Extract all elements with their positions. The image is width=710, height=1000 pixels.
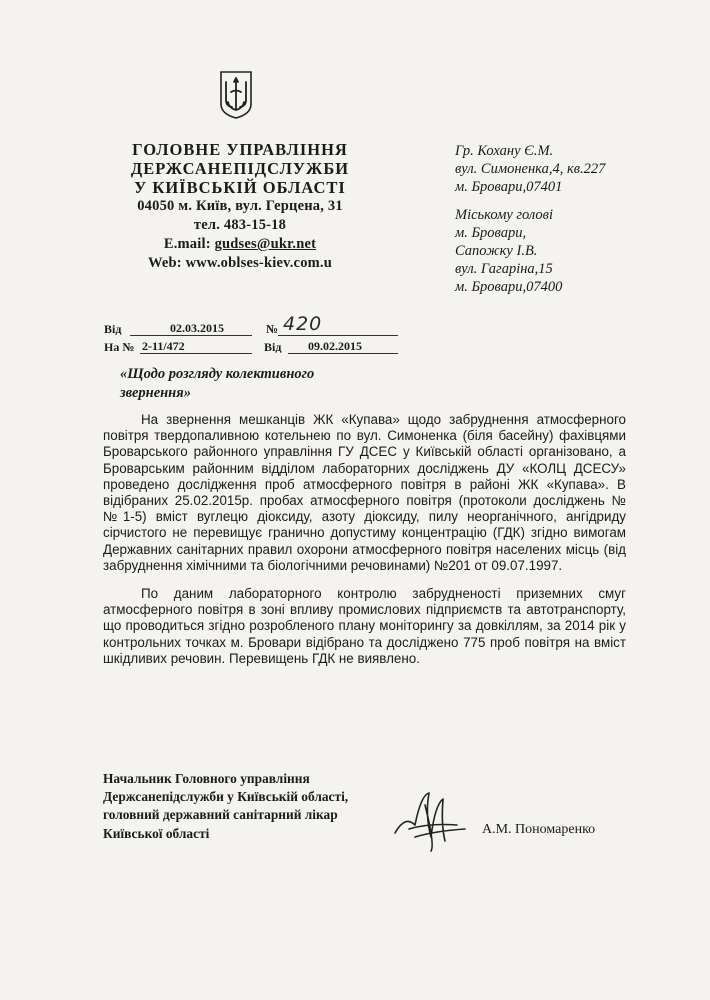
organization-header — [95, 140, 385, 273]
subject-line2: звернення» — [120, 385, 191, 401]
from-date-value: 02.03.2015 — [170, 321, 224, 335]
reply-number-value: 2-11/472 — [142, 339, 185, 353]
letter-body — [103, 412, 626, 667]
org-name-line3: У КИЇВСЬКІЙ ОБЛАСТІ — [134, 178, 346, 197]
org-address: 04050 м. Київ, вул. Герцена, 31 — [137, 198, 343, 214]
letter-subject — [120, 365, 380, 403]
org-website: Web: www.oblses-kiev.com.u — [147, 255, 333, 271]
from-date-label: Від — [104, 322, 122, 336]
addressee-title-2: Міському голові — [455, 207, 554, 223]
doc-number-value: 420 — [283, 313, 323, 335]
handwritten-signature — [385, 785, 475, 855]
body-paragraph-1-text: На звернення мешканців ЖК «Купава» щодо забруднення атмосферного повітря твердопаливною котельнею по вул. Симоненка (біля басейну) фахівцями Броварського районного управління ГУ ДСЕС у Київській області організовано, а Броварським районним відділом лабораторних досліджень ДУ «КОЛЦ ДСЕСУ» проведено дослідження проб атмосферного повітря в районі ЖК «Купава». В відібраних 25.02.2015р. пробах атмосферного повітря (протоколи досліджень №№1-5) вміст вуглецю діоксиду, азоту діоксиду, пилу неорганічного, ангідриду сірчистого не перевищує гранично допустиму концентрацію (ГДК) згідно вимогам Державних санітарних правил охорони атмосферного повітря населених місць (від забруднення хімічними та біологічними речовинами) №201 от 09.07.1997. — [103, 412, 626, 573]
reply-number-label: На № — [104, 340, 135, 354]
email-label: E.mail: — [163, 236, 211, 252]
addressee-city-label-2: м. Бровари, — [455, 225, 527, 241]
addressee-name-1: Гр. Кохану Є.М. — [455, 143, 554, 159]
org-name-line1: ГОЛОВНЕ УПРАВЛІННЯ — [132, 140, 348, 159]
incoming-ref-row — [100, 338, 400, 356]
addressee-city-1: м. Бровари,07401 — [455, 179, 563, 195]
signatory-title-line3: головний державний санітарний лікар — [103, 807, 338, 823]
body-paragraph-2-text: По даним лабораторного контролю забрудненості приземних смуг атмосферного повітря в зоні впливу промислових підприємств та автотранспорту, що проводиться згідно розробленого плану моніторингу за довкіллям, за 2014 рік у контрольних точках м. Бровари відібрано та досліджено 775 проб повітря на вміст шкідливих речовин. Перевищень ГДК не виявлено. — [103, 586, 626, 666]
addressee-street-1: вул. Симоненка,4, кв.227 — [455, 161, 606, 177]
subject-line1: «Щодо розгляду колективного — [120, 366, 315, 382]
org-phone: тел. 483-15-18 — [193, 217, 287, 233]
org-name-line2: ДЕРЖСАНЕПІДСЛУЖБИ — [130, 159, 350, 178]
reference-fields — [100, 313, 400, 356]
addressee-block — [455, 142, 705, 296]
addressee-name-2: Сапожку І.В. — [455, 243, 538, 259]
signatory-title — [103, 770, 423, 843]
signatory-title-line4: Київської області — [103, 825, 210, 841]
org-email — [95, 235, 385, 254]
reply-date-label: Від — [264, 340, 282, 354]
body-paragraph-1 — [103, 412, 626, 574]
doc-number-label: № — [266, 322, 279, 336]
body-paragraph-2 — [103, 586, 626, 667]
signatory-title-line2: Держсанепідслужби у Київській області, — [103, 789, 349, 805]
signatory-name: А.М. Пономаренко — [482, 822, 596, 837]
outgoing-ref-row — [100, 313, 400, 338]
addressee-city-2: м. Бровари,07400 — [455, 279, 563, 295]
signatory-title-line1: Начальник Головного управління — [103, 771, 310, 786]
addressee-street-2: вул. Гагаріна,15 — [455, 261, 553, 277]
coat-of-arms-icon — [218, 70, 254, 120]
reply-date-value: 09.02.2015 — [308, 339, 362, 353]
email-link[interactable]: gudses@ukr.net — [214, 236, 317, 252]
